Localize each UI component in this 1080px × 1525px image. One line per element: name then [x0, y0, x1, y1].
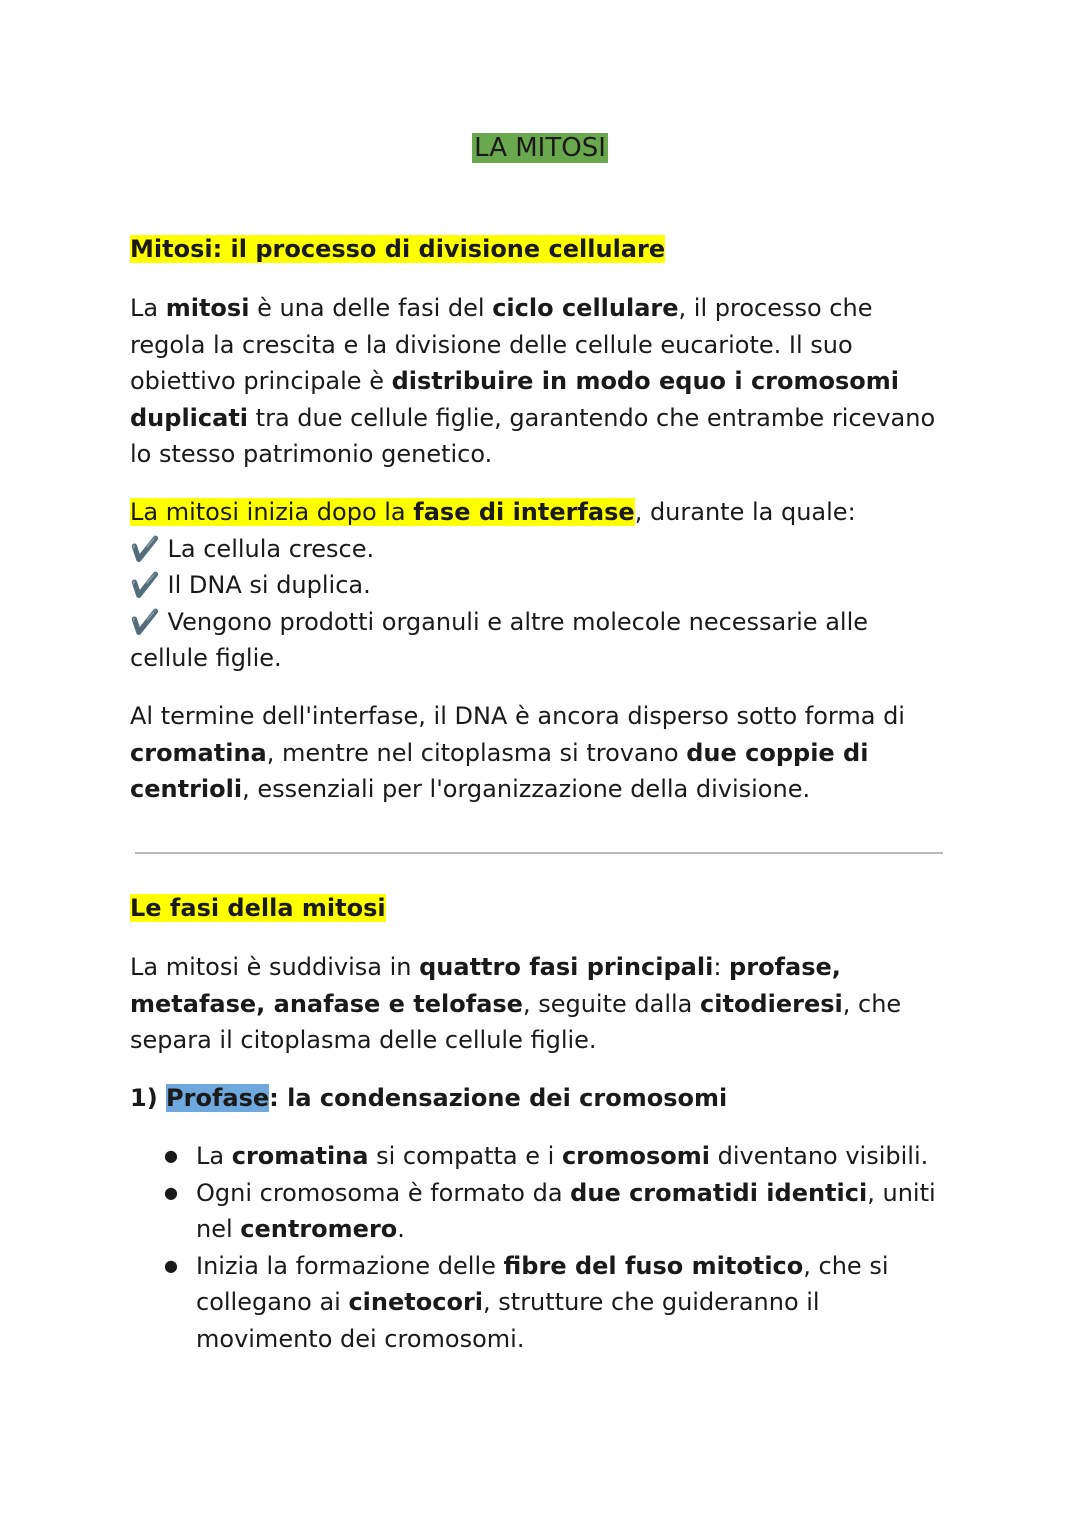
list-item: ● La cromatina si compatta e i cromosomi diventano visibili. — [130, 1138, 950, 1175]
list-item: ✔️ La cellula cresce. — [130, 534, 375, 563]
section-heading: Mitosi: il processo di divisione cellulare — [130, 235, 666, 263]
list-item: ✔️ Il DNA si duplica. — [130, 571, 371, 599]
phases-paragraph: La mitosi è suddivisa in quattro fasi principali: profase, metafase, anafase e telofase, seguite dalla citodieresi, che separa il citoplasma delle cellule figlie. — [130, 953, 902, 1054]
prophase-list — [130, 1138, 950, 1357]
list-item: ● Inizia la formazione delle fibre del fuso mitotico, che si collegano ai cinetocori, strutture che guideranno il movimento dei cromosomi. — [130, 1248, 950, 1358]
check-icon: ✔️ — [130, 571, 160, 599]
check-icon: ✔️ — [130, 534, 160, 563]
list-item: ✔️ Vengono prodotti organuli e altre molecole necessarie alle cellule figlie. — [130, 607, 868, 672]
prophase-heading: 1) Profase: la condensazione dei cromosomi — [130, 1084, 728, 1112]
page-title: LA MITOSI — [474, 133, 606, 163]
horizontal-divider — [135, 852, 943, 854]
check-icon: ✔️ — [130, 607, 160, 636]
centrioles-paragraph: Al termine dell'interfase, il DNA è ancora disperso sotto forma di cromatina, mentre nel citoplasma si trovano due coppie di centrioli, essenziali per l'organizzazione della divisione. — [130, 702, 905, 803]
intro-paragraph: La mitosi è una delle fasi del ciclo cellulare, il processo che regola la crescita e la divisione delle cellule eucariote. Il suo obiettivo principale è distribuire in modo equo i cromosomi duplicati tra due cellule figlie, garantendo che entrambe ricevano lo stesso patrimonio genetico. — [130, 294, 936, 468]
section-phases — [130, 891, 950, 925]
interphase-paragraph: La mitosi inizia dopo la fase di interfase, durante la quale: ✔️ La cellula cresce. ✔️ Il DNA si duplica. ✔️ Vengono prodotti organuli e altre molecole necessarie alle cellule figlie. — [130, 494, 950, 677]
list-item: ● Ogni cromosoma è formato da due cromatidi identici, uniti nel centromero. — [130, 1175, 950, 1248]
section-heading: Le fasi della mitosi — [130, 894, 386, 922]
section-intro — [130, 232, 950, 266]
